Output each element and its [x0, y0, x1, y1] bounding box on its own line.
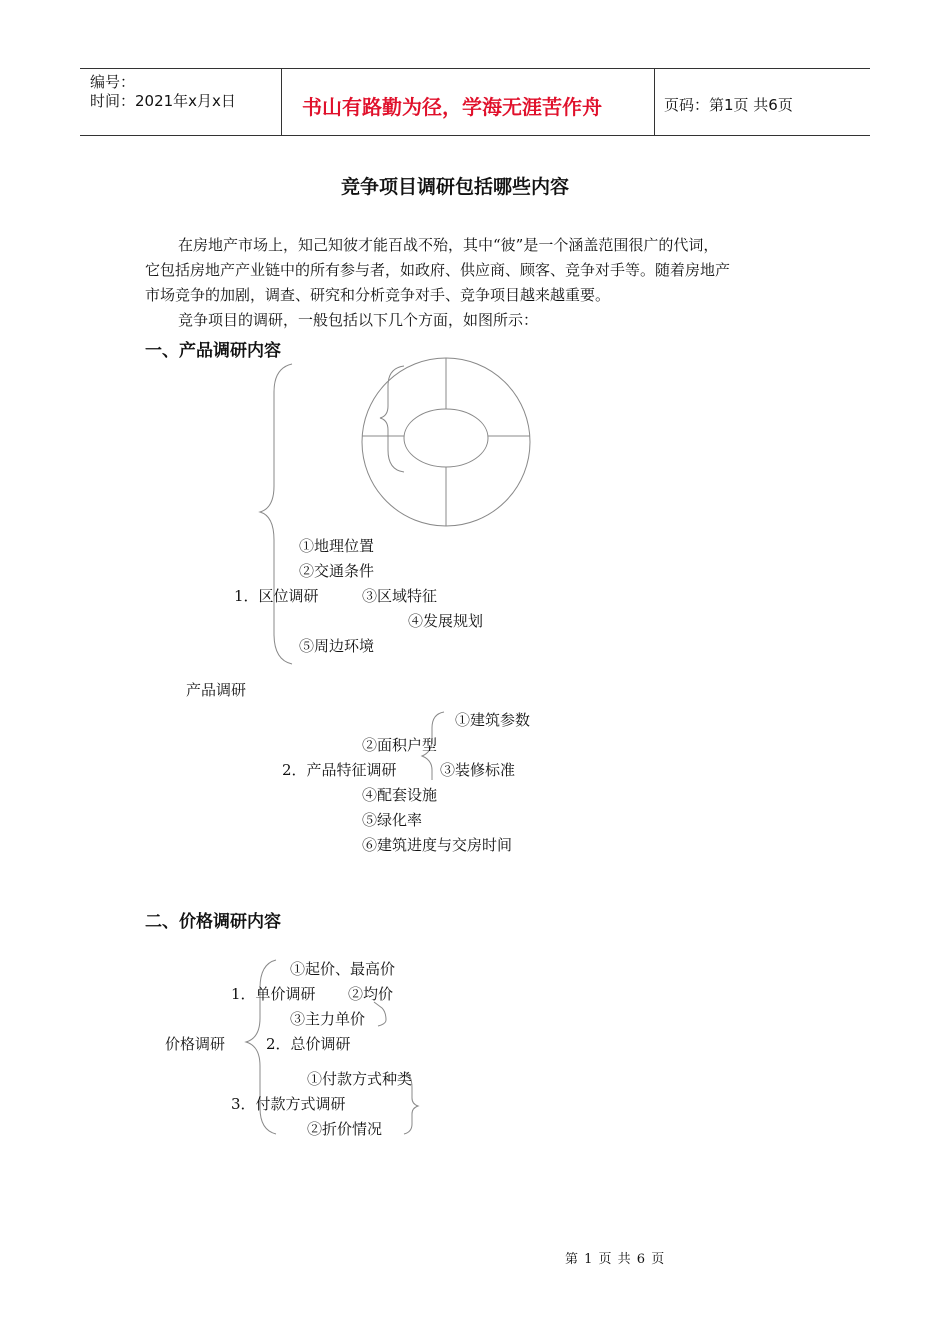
feature-item-2: ②面积户型	[362, 736, 438, 754]
feature-item-6: ⑥建筑进度与交房时间	[362, 836, 513, 854]
circle-small-brace	[380, 366, 404, 472]
price-survey-root-label: 价格调研	[165, 1035, 226, 1053]
page-footer: 第 1 页 共 6 页	[565, 1252, 666, 1267]
location-survey-label: 1．区位调研	[234, 587, 319, 605]
location-item-3: ③区域特征	[362, 587, 438, 605]
product-survey-root-label: 产品调研	[186, 681, 247, 699]
feature-item-5: ⑤绿化率	[362, 811, 423, 829]
location-item-5: ⑤周边环境	[299, 637, 375, 655]
header-page-info: 页码：第1页 共6页	[664, 96, 793, 114]
intro-paragraph-line-3: 市场竞争的加剧，调查、研究和分析竞争对手、竞争项目越来越重要。	[145, 286, 611, 304]
location-item-4: ④发展规划	[408, 612, 484, 630]
intro-paragraph-line-2: 它包括房地产产业链中的所有参与者，如政府、供应商、顾客、竞争对手等。随着房地产	[145, 261, 731, 279]
header-motto: 书山有路勤为径，学海无涯苦作舟	[302, 95, 602, 119]
total-price-label: 2．总价调研	[266, 1035, 351, 1053]
feature-item-4: ④配套设施	[362, 786, 438, 804]
unit-price-label: 1．单价调研	[231, 985, 316, 1003]
feature-survey-label: 2．产品特征调研	[282, 761, 397, 779]
location-item-2: ②交通条件	[299, 562, 375, 580]
feature-item-3: ③装修标准	[440, 761, 516, 779]
date-label: 时间：2021年x月x日	[90, 92, 236, 110]
unit-price-item-2: ②均价	[348, 985, 394, 1003]
payment-item-1: ①付款方式种类	[307, 1070, 413, 1088]
payment-item-2: ②折价情况	[307, 1120, 383, 1138]
unit-price-item-3: ③主力单价	[290, 1010, 366, 1028]
inner-ellipse-shape	[404, 409, 488, 467]
section-1-heading: 一、产品调研内容	[145, 341, 281, 361]
unit-price-brace	[374, 1002, 386, 1026]
intro-paragraph-line-1: 在房地产市场上，知己知彼才能百战不殆，其中“彼”是一个涵盖范围很广的代词，	[178, 236, 719, 254]
feature-item-1: ①建筑参数	[455, 711, 531, 729]
page-title: 竞争项目调研包括哪些内容	[341, 176, 570, 198]
section-1-large-brace	[260, 364, 292, 664]
location-item-1: ①地理位置	[299, 537, 375, 555]
intro-paragraph-2: 竞争项目的调研，一般包括以下几个方面，如图所示：	[178, 311, 539, 329]
serial-number-label: 编号：	[90, 73, 136, 91]
section-2-heading: 二、价格调研内容	[145, 912, 281, 932]
payment-survey-label: 3．付款方式调研	[231, 1095, 346, 1113]
unit-price-item-1: ①起价、最高价	[290, 960, 396, 978]
